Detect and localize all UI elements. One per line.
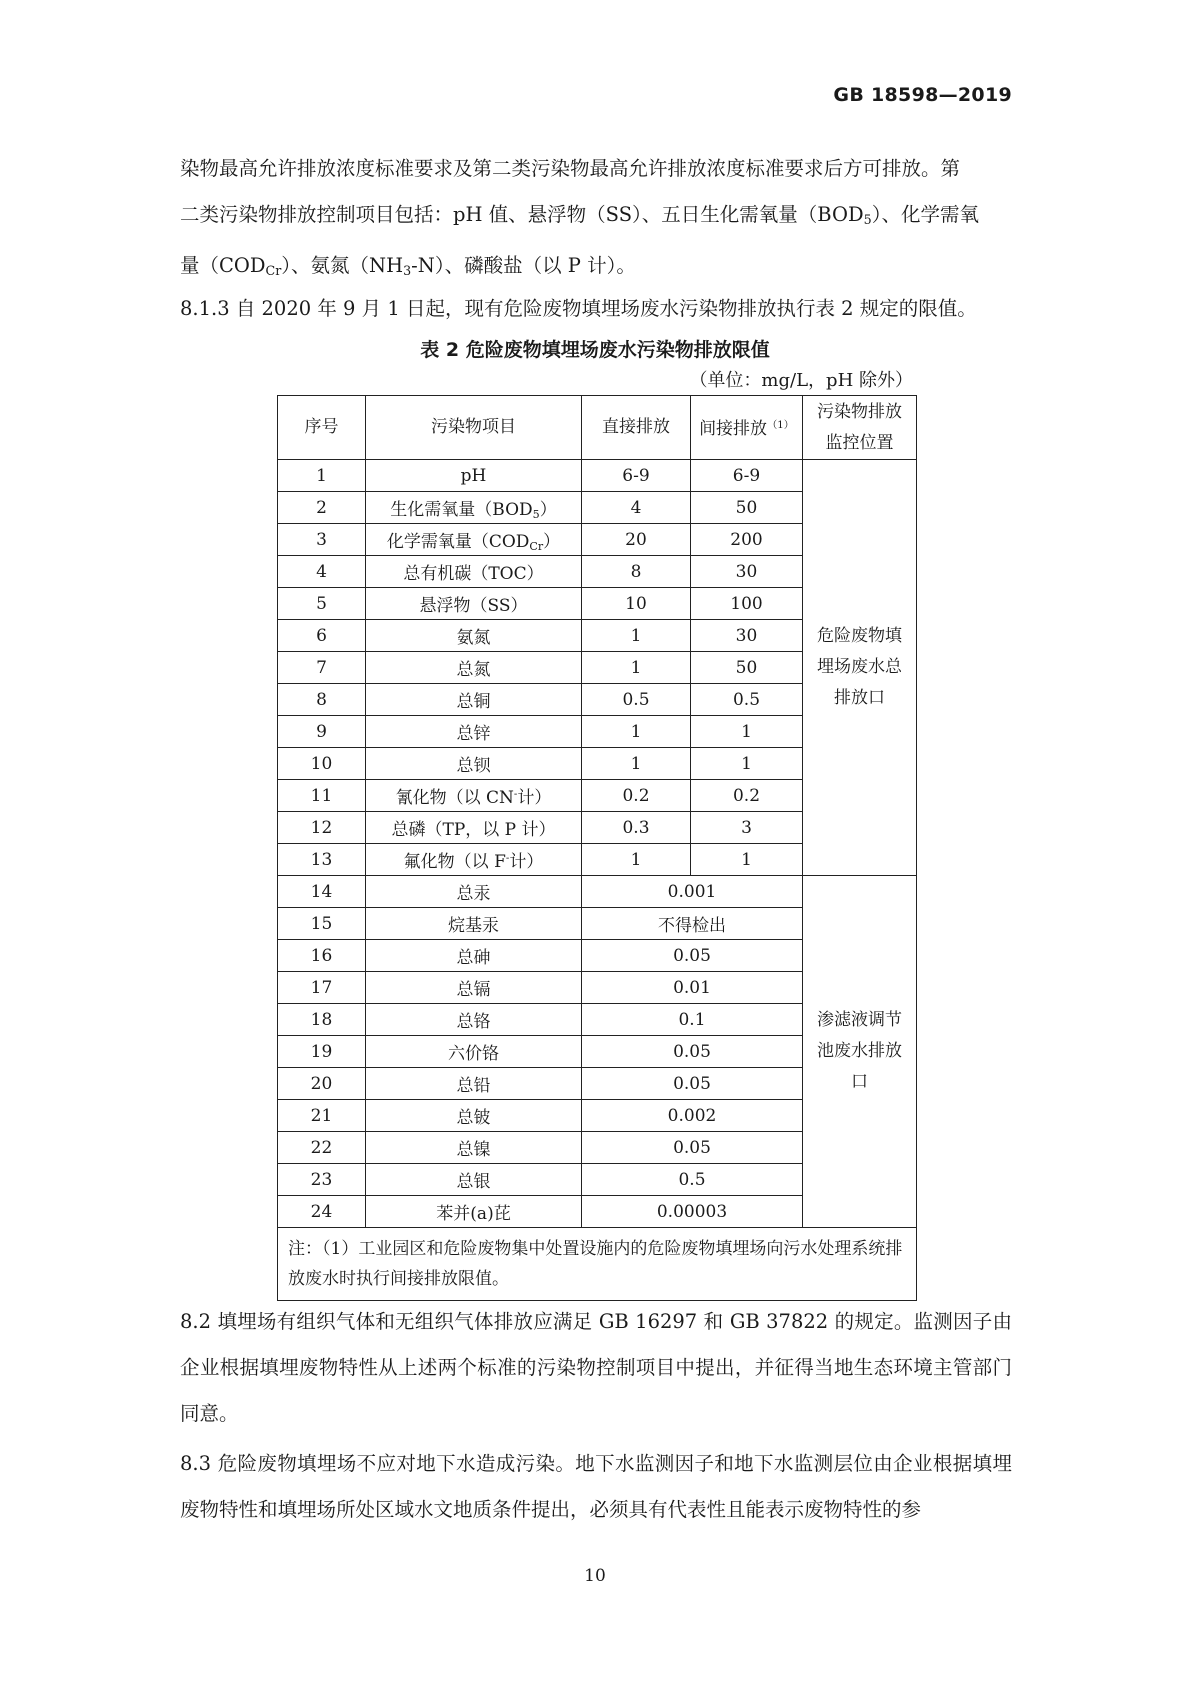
header-no: 序号 — [278, 396, 366, 460]
direct-limit: 0.2 — [582, 780, 691, 812]
pollutant-item — [366, 492, 582, 524]
bod-subscript: 5 — [863, 212, 872, 228]
limit-value: 0.05 — [582, 1036, 803, 1068]
row-number: 11 — [278, 780, 366, 812]
pollutant-name: 苯并(a)芘 — [436, 1204, 511, 1224]
para1-text-e: -N）、磷酸盐（以 P 计）。 — [411, 254, 636, 278]
limit-value: 0.05 — [582, 940, 803, 972]
header-item: 污染物项目 — [366, 396, 582, 460]
standard-code: GB 18598—2019 — [833, 84, 1012, 106]
indirect-limit: 0.5 — [691, 684, 803, 716]
pollutant-item — [366, 908, 582, 940]
para1-text-b: ）、化学需氧 — [871, 203, 979, 226]
pollutant-name: 总汞 — [456, 884, 491, 904]
row-number: 4 — [278, 556, 366, 588]
pollutant-item — [366, 620, 582, 652]
pollutant-subscript: 5 — [532, 507, 540, 521]
page-number: 10 — [584, 1566, 606, 1586]
row-number: 24 — [278, 1196, 366, 1228]
monitor-location-leachate-outlet: 渗滤液调节池废水排放口 — [803, 876, 917, 1228]
limit-value: 0.05 — [582, 1132, 803, 1164]
pollutant-superscript: - — [513, 788, 518, 800]
pollutant-name: 总磷（TP，以 P 计） — [391, 820, 556, 840]
row-number: 21 — [278, 1100, 366, 1132]
row-number: 5 — [278, 588, 366, 620]
table-title: 表 2 危险废物填埋场废水污染物排放限值 — [420, 339, 770, 361]
pollutant-item — [366, 652, 582, 684]
direct-limit: 6-9 — [582, 460, 691, 492]
discharge-limits-table — [277, 395, 917, 1301]
pollutant-name: 总砷 — [456, 948, 491, 968]
limit-value: 0.00003 — [582, 1196, 803, 1228]
paragraph-8-3: 8.3 危险废物填埋场不应对地下水造成污染。地下水监测因子和地下水监测层位由企业根据填埋废物特性和填埋场所处区域水文地质条件提出，必须具有代表性且能表示废物特性的参 — [180, 1452, 1012, 1521]
pollutant-name: 氟化物（以 F — [403, 852, 506, 872]
row-number: 9 — [278, 716, 366, 748]
row-number: 8 — [278, 684, 366, 716]
row-number: 17 — [278, 972, 366, 1004]
pollutant-item — [366, 588, 582, 620]
pollutant-subscript: Cr — [529, 539, 544, 553]
row-number: 20 — [278, 1068, 366, 1100]
row-number: 16 — [278, 940, 366, 972]
pollutant-name: 总锌 — [456, 724, 491, 744]
pollutant-name: 总铬 — [456, 1012, 491, 1032]
header-monitor: 污染物排放监控位置 — [803, 396, 917, 460]
pollutant-item — [366, 1164, 582, 1196]
limit-value: 0.1 — [582, 1004, 803, 1036]
pollutant-name-tail: ） — [543, 531, 561, 552]
row-number: 18 — [278, 1004, 366, 1036]
pollutant-name: 化学需氧量（COD — [386, 531, 530, 552]
para1-text-a: 二类污染物排放控制项目包括：pH 值、悬浮物（SS）、五日生化需氧量（BOD — [180, 203, 864, 226]
pollutant-name: 总有机碳（TOC） — [403, 564, 544, 584]
direct-limit: 1 — [582, 620, 691, 652]
pollutant-name: pH — [460, 465, 487, 486]
row-number: 2 — [278, 492, 366, 524]
pollutant-name-tail: 计） — [509, 852, 544, 872]
table-note: 注：（1）工业园区和危险废物集中处置设施内的危险废物填埋场向污水处理系统排放废水时执行间接排放限值。 — [278, 1228, 917, 1301]
row-number: 7 — [278, 652, 366, 684]
row-number: 10 — [278, 748, 366, 780]
pollutant-name: 氰化物（以 CN — [395, 788, 514, 808]
indirect-limit: 30 — [691, 556, 803, 588]
direct-limit: 1 — [582, 652, 691, 684]
direct-limit: 4 — [582, 492, 691, 524]
direct-limit: 1 — [582, 716, 691, 748]
row-number: 1 — [278, 460, 366, 492]
cod-subscript: Cr — [265, 263, 282, 279]
pollutant-item — [366, 460, 582, 492]
pollutant-item — [366, 556, 582, 588]
pollutant-item — [366, 812, 582, 844]
pollutant-item — [366, 716, 582, 748]
limit-value: 不得检出 — [582, 908, 803, 940]
pollutant-name: 总铍 — [456, 1108, 491, 1128]
table-unit-note: （单位：mg/L，pH 除外） — [689, 370, 913, 391]
row-number: 14 — [278, 876, 366, 908]
indirect-limit: 3 — [691, 812, 803, 844]
header-indirect — [691, 396, 803, 460]
pollutant-item — [366, 1100, 582, 1132]
table-row — [278, 460, 917, 492]
limit-value: 0.001 — [582, 876, 803, 908]
header-indirect-label: 间接排放 — [699, 419, 768, 440]
pollutant-name: 氨氮 — [456, 628, 491, 648]
paragraph-8-2: 8.2 填埋场有组织气体和无组织气体排放应满足 GB 16297 和 GB 37822 的规定。监测因子由企业根据填埋废物特性从上述两个标准的污染物控制项目中提出，并征得当地生态环境主管部门同意。 — [180, 1310, 1012, 1425]
pollutant-item — [366, 1132, 582, 1164]
indirect-limit: 0.2 — [691, 780, 803, 812]
pollutant-item — [366, 1004, 582, 1036]
indirect-limit: 1 — [691, 748, 803, 780]
table-header-row — [278, 396, 917, 460]
pollutant-name-tail: 计） — [517, 788, 552, 808]
pollutant-item — [366, 876, 582, 908]
row-number: 12 — [278, 812, 366, 844]
direct-limit: 20 — [582, 524, 691, 556]
indirect-limit: 200 — [691, 524, 803, 556]
para1-text-d: ）、氨氮（NH — [281, 254, 404, 278]
limit-value: 0.05 — [582, 1068, 803, 1100]
pollutant-name: 总铅 — [456, 1076, 491, 1096]
table-row — [278, 876, 917, 908]
para1-text-c: 量（COD — [180, 254, 266, 278]
pollutant-item — [366, 684, 582, 716]
indirect-limit: 1 — [691, 716, 803, 748]
indirect-limit: 30 — [691, 620, 803, 652]
pollutant-name: 总镍 — [456, 1140, 491, 1160]
row-number: 3 — [278, 524, 366, 556]
pollutant-item — [366, 748, 582, 780]
pollutant-name-tail: ） — [539, 499, 557, 520]
pollutant-name: 烷基汞 — [448, 916, 499, 936]
paragraph-8-1-2-continued — [180, 146, 1012, 294]
pollutant-item — [366, 780, 582, 812]
limit-value: 0.5 — [582, 1164, 803, 1196]
pollutant-name: 总银 — [456, 1172, 491, 1192]
direct-limit: 1 — [582, 748, 691, 780]
header-indirect-footnote: （1） — [767, 419, 794, 431]
limit-value: 0.01 — [582, 972, 803, 1004]
pollutant-item — [366, 1196, 582, 1228]
pollutant-name: 总氮 — [456, 660, 491, 680]
header-direct: 直接排放 — [582, 396, 691, 460]
direct-limit: 8 — [582, 556, 691, 588]
pollutant-item — [366, 972, 582, 1004]
direct-limit: 0.3 — [582, 812, 691, 844]
nh3-subscript: 3 — [403, 263, 412, 279]
row-number: 13 — [278, 844, 366, 876]
indirect-limit: 100 — [691, 588, 803, 620]
monitor-location-total-outlet: 危险废物填埋场废水总排放口 — [803, 460, 917, 876]
pollutant-item — [366, 844, 582, 876]
pollutant-name: 总铜 — [456, 692, 491, 712]
pollutant-name: 六价铬 — [448, 1044, 499, 1064]
direct-limit: 0.5 — [582, 684, 691, 716]
pollutant-name: 总钡 — [456, 756, 491, 776]
pollutant-superscript: - — [505, 852, 510, 864]
pollutant-item — [366, 524, 582, 556]
row-number: 15 — [278, 908, 366, 940]
pollutant-name: 总镉 — [456, 980, 491, 1000]
row-number: 23 — [278, 1164, 366, 1196]
indirect-limit: 6-9 — [691, 460, 803, 492]
row-number: 19 — [278, 1036, 366, 1068]
pollutant-item — [366, 940, 582, 972]
indirect-limit: 50 — [691, 492, 803, 524]
limit-value: 0.002 — [582, 1100, 803, 1132]
indirect-limit: 1 — [691, 844, 803, 876]
pollutant-name: 悬浮物（SS） — [419, 596, 528, 616]
pollutant-name: 生化需氧量（BOD — [390, 499, 533, 520]
table-note-row — [278, 1228, 917, 1301]
pollutant-item — [366, 1036, 582, 1068]
direct-limit: 10 — [582, 588, 691, 620]
pollutant-item — [366, 1068, 582, 1100]
paragraph-8-1-3: 8.1.3 自 2020 年 9 月 1 日起，现有危险废物填埋场废水污染物排放执行表 2 规定的限值。 — [180, 297, 977, 320]
row-number: 6 — [278, 620, 366, 652]
para1-line1: 染物最高允许排放浓度标准要求及第二类污染物最高允许排放浓度标准要求后方可排放。第 — [180, 157, 961, 180]
indirect-limit: 50 — [691, 652, 803, 684]
row-number: 22 — [278, 1132, 366, 1164]
direct-limit: 1 — [582, 844, 691, 876]
